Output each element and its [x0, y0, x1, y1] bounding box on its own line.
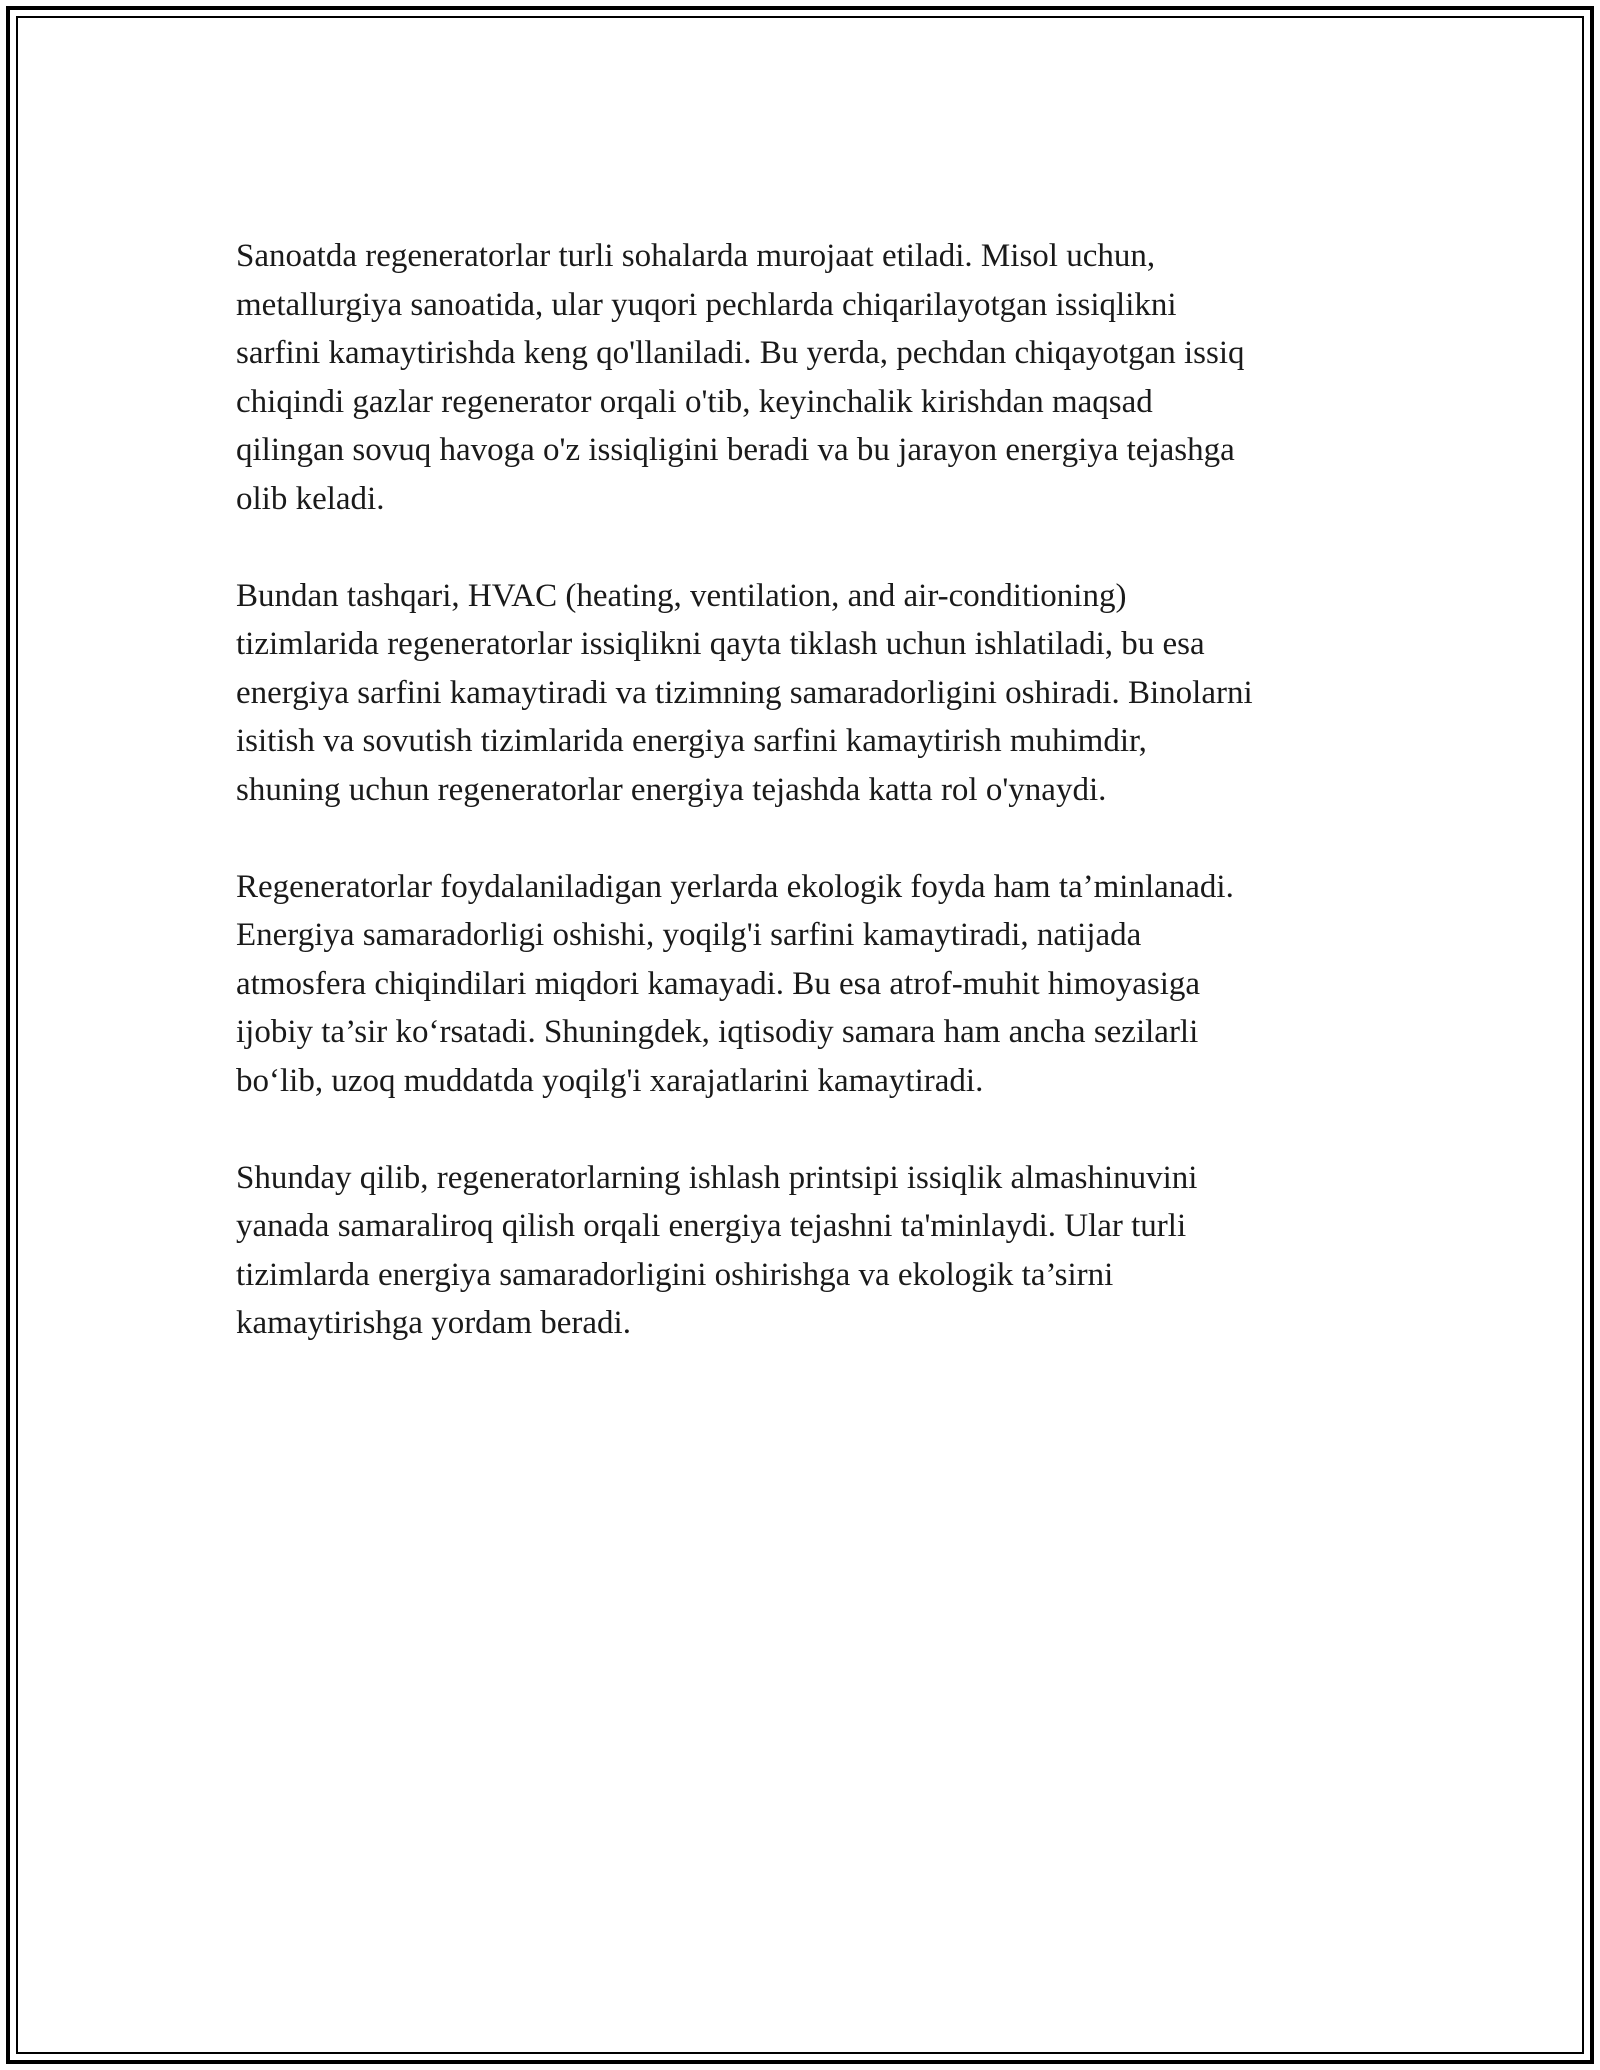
paragraph-1	[236, 232, 1396, 523]
paragraph-4	[236, 1154, 1396, 1348]
text-line: kamaytirishga yordam beradi.	[236, 1305, 631, 1341]
text-line: atmosfera chiqindilari miqdori kamayadi. Bu esa atrof-muhit himoyasiga	[236, 965, 1201, 1002]
text-line: energiya sarfini kamaytiradi va tizimning samaradorligini oshiradi. Binolarni	[236, 674, 1253, 711]
text-line: yanada samaraliroq qilish orqali energiya tejashni ta'minlaydi. Ular turli	[236, 1208, 1187, 1244]
paragraph-2	[236, 572, 1396, 815]
text-line: shuning uchun regeneratorlar energiya tejashda katta rol o'ynaydi.	[236, 771, 1107, 808]
text-line: Energiya samaradorligi oshishi, yoqilg'i sarfini kamaytiradi, natijada	[236, 917, 1142, 953]
text-line: ijobiy ta’sir ko‘rsatadi. Shuningdek, iqtisodiy samara ham ancha sezilarli	[236, 1014, 1199, 1050]
paragraph-3	[236, 863, 1396, 1106]
document-body	[236, 232, 1396, 1396]
text-line: chiqindi gazlar regenerator orqali o'tib, keyinchalik kirishdan maqsad	[236, 383, 1153, 420]
text-line: Regeneratorlar foydalaniladigan yerlarda ekologik foyda ham ta’minlanadi.	[236, 868, 1234, 905]
text-line: olib keladi.	[236, 480, 385, 517]
text-line: tizimlarida regeneratorlar issiqlikni qayta tiklash uchun ishlatiladi, bu esa	[236, 626, 1205, 662]
text-line: metallurgiya sanoatida, ular yuqori pechlarda chiqarilayotgan issiqlikni	[236, 286, 1177, 323]
text-line: Sanoatda regeneratorlar turli sohalarda murojaat etiladi. Misol uchun,	[236, 238, 1156, 274]
text-line: qilingan sovuq havoga o'z issiqligini beradi va bu jarayon energiya tejashga	[236, 432, 1235, 468]
text-line: bo‘lib, uzoq muddatda yoqilg'i xarajatlarini kamaytiradi.	[236, 1062, 984, 1099]
text-line: sarfini kamaytirishda keng qo'llaniladi. Bu yerda, pechdan chiqayotgan issiq	[236, 335, 1245, 371]
text-line: Bundan tashqari, HVAC (heating, ventilation, and air-conditioning)	[236, 577, 1127, 614]
text-line: Shunday qilib, regeneratorlarning ishlash printsipi issiqlik almashinuvini	[236, 1159, 1198, 1196]
text-line: tizimlarda energiya samaradorligini oshirishga va ekologik ta’sirni	[236, 1256, 1114, 1293]
text-line: isitish va sovutish tizimlarida energiya sarfini kamaytirish muhimdir,	[236, 723, 1147, 759]
